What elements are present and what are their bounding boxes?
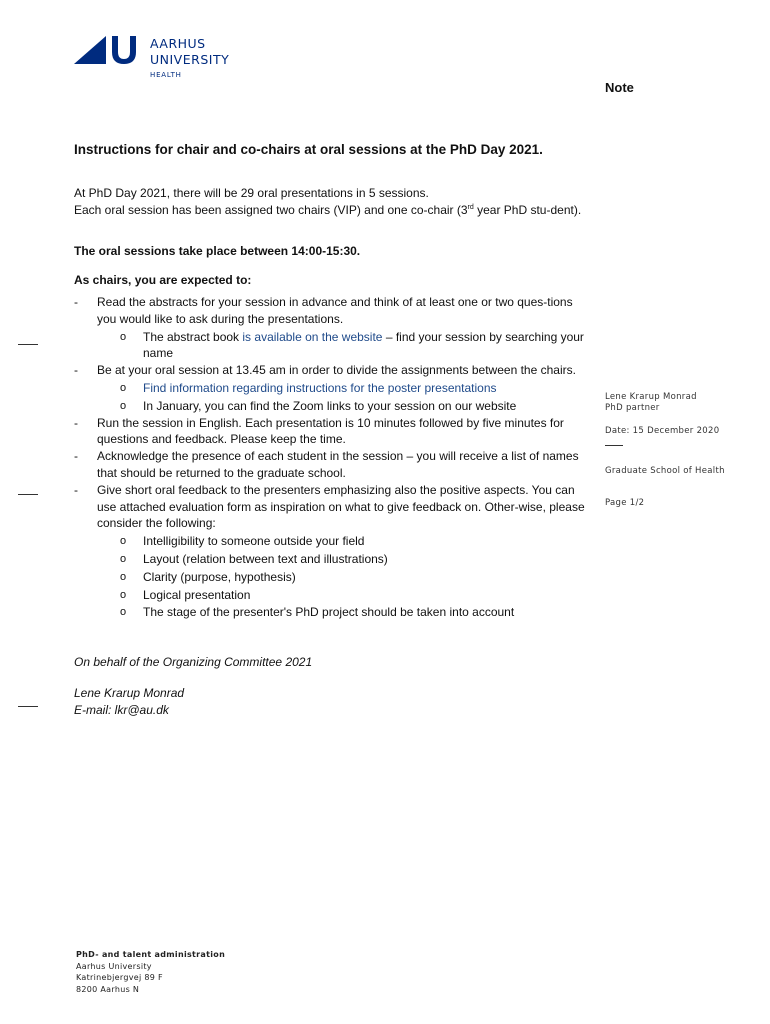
subitem-text-end: – find your session by searching your name [143, 329, 584, 361]
intro-paragraph [74, 185, 586, 219]
document-title: Instructions for chair and co-chairs at oral sessions at the PhD Day 2021. [74, 142, 543, 157]
duty-subitem [74, 398, 586, 415]
sidebar-divider [605, 445, 623, 446]
bullet-circle: o [120, 399, 127, 412]
logo-text-aarhus: AARHUS [150, 36, 206, 51]
footer-line: Katrinebjergvej 89 F [76, 973, 163, 982]
bullet-circle: o [120, 330, 127, 343]
ordinal-suffix: rd [467, 203, 474, 211]
logo-text-university: UNIVERSITY [150, 52, 230, 67]
footer-line: Aarhus University [76, 961, 152, 971]
intro-line-2-text: Each oral session has been assigned two chairs (VIP) and one co-chair (3 [74, 202, 468, 217]
duty-item [74, 482, 586, 532]
duty-subitem [74, 329, 586, 363]
duty-text: Give short oral feedback to the presenters emphasizing also the positive aspects. You can use attached evaluation form as inspiration on what to give feedback on. Other-wise, please consider the following: [97, 482, 585, 531]
document-type-label: Note [605, 80, 634, 95]
duty-text: Acknowledge the presence of each student in the session – you will receive a list of names that should be returned to the graduate school. [97, 449, 579, 480]
intro-line-2 [74, 202, 586, 219]
duty-text: Run the session in English. Each presentation is 10 minutes followed by five minutes for questions and feedback. Please keep the time. [97, 415, 564, 447]
subitem-text: In January, you can find the Zoom links to your session on our website [143, 398, 517, 413]
sender-name: Lene Krarup Monrad [605, 392, 697, 402]
bullet-dash: - [74, 295, 78, 309]
duty-subitem [74, 380, 586, 397]
bullet-dash: - [74, 415, 78, 430]
intro-line-1: At PhD Day 2021, there will be 29 oral presentations in 5 sessions. [74, 186, 429, 200]
fold-mark [18, 494, 38, 495]
duty-text: Be at your oral session at 13.45 am in order to divide the assignments between the chairs. [97, 363, 576, 378]
bullet-dash: - [74, 449, 78, 464]
footer-address [76, 949, 225, 995]
aarhus-university-logo-mark [72, 34, 138, 66]
signoff-email: E-mail: lkr@au.dk [74, 702, 169, 717]
feedback-criterion [74, 604, 586, 621]
criterion-text: Logical presentation [143, 587, 251, 602]
chairs-expectations-heading: As chairs, you are expected to: [74, 273, 252, 287]
bullet-dash: - [74, 363, 78, 378]
duty-item [74, 415, 586, 449]
duty-item [74, 362, 586, 379]
bullet-dash: - [74, 482, 78, 497]
poster-instructions-link[interactable]: Find information regarding instructions for the poster presentations [143, 380, 497, 395]
sender-role: PhD partner [605, 403, 660, 413]
feedback-criterion [74, 587, 586, 604]
bullet-circle: o [120, 381, 127, 394]
subitem-text: The abstract book [143, 329, 243, 344]
session-time-note: The oral sessions take place between 14:00-15:30. [74, 244, 361, 258]
feedback-criterion [74, 551, 586, 568]
footer-heading: PhD- and talent administration [76, 950, 226, 959]
footer-line: 8200 Aarhus N [76, 984, 140, 994]
logo-text-health: HEALTH [150, 71, 182, 79]
department-name: Graduate School of Health [605, 466, 725, 476]
intro-line-2-end: year PhD stu-dent). [473, 202, 582, 217]
feedback-criterion [74, 569, 586, 586]
duties-list [74, 294, 586, 621]
signoff-name: Lene Krarup Monrad [74, 685, 185, 700]
criterion-text: Intelligibility to someone outside your field [143, 534, 365, 549]
abstract-book-link[interactable]: is available on the website [242, 329, 383, 344]
signoff-behalf: On behalf of the Organizing Committee 2021 [74, 655, 313, 669]
duty-item [74, 448, 586, 482]
feedback-criterion [74, 533, 586, 550]
bullet-circle: o [120, 588, 127, 601]
fold-mark [18, 706, 38, 707]
duty-item [74, 294, 586, 328]
sender-block [605, 392, 697, 414]
criterion-text: Layout (relation between text and illustrations) [143, 551, 388, 566]
bullet-circle: o [120, 606, 127, 619]
page-number: Page 1/2 [605, 498, 645, 508]
criterion-text: Clarity (purpose, hypothesis) [143, 569, 296, 584]
bullet-circle: o [120, 570, 127, 583]
bullet-circle: o [120, 552, 127, 565]
bullet-circle: o [120, 535, 127, 548]
criterion-text: The stage of the presenter's PhD project should be taken into account [143, 605, 515, 620]
document-date: Date: 15 December 2020 [605, 426, 720, 436]
duty-text: Read the abstracts for your session in advance and think of at least one or two ques-tions you would like to ask during the presentations. [97, 295, 573, 326]
signoff-block [74, 654, 586, 718]
fold-mark [18, 344, 38, 345]
